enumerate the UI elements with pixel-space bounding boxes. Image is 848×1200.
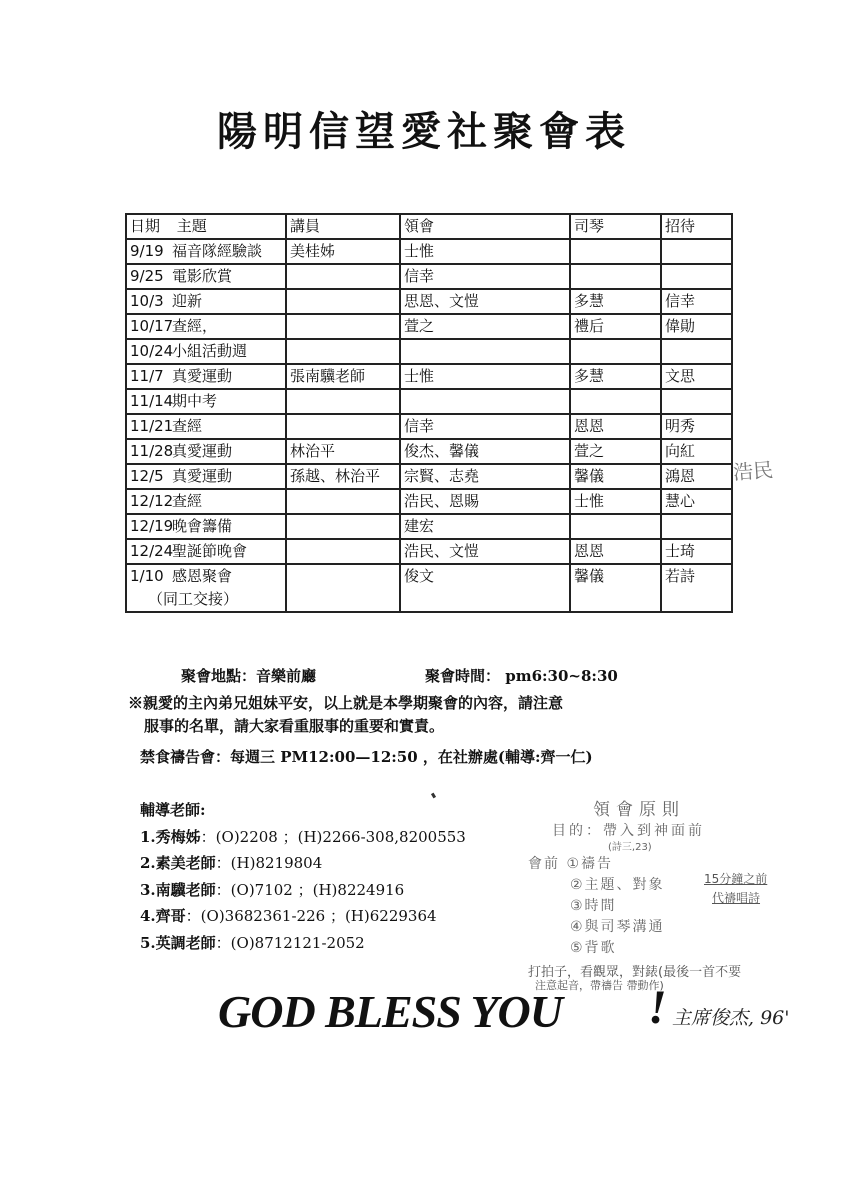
- table-header-row: [126, 214, 732, 239]
- host-cell: 信幸: [661, 289, 732, 314]
- table-row: [126, 314, 732, 339]
- chairman-signature: 主席俊杰, 96': [672, 1007, 790, 1029]
- table-row: [126, 389, 732, 414]
- speaker-cell: 美桂姊: [286, 239, 400, 264]
- host-cell: 向紅: [661, 439, 732, 464]
- date-topic-cell: [126, 314, 286, 339]
- date-topic-cell: [126, 389, 286, 414]
- table-row: [126, 464, 732, 489]
- date-topic-cell: [126, 414, 286, 439]
- pianist-cell: 士惟: [570, 489, 661, 514]
- date: 12/12: [130, 492, 174, 510]
- table-row: [126, 414, 732, 439]
- host-cell: 文思: [661, 364, 732, 389]
- topic: 真愛運動: [172, 467, 233, 485]
- speaker-cell: [286, 289, 400, 314]
- pianist-cell: 恩恩: [570, 414, 661, 439]
- leader-cell: [400, 389, 570, 414]
- host-cell: 慧心: [661, 489, 732, 514]
- speaker-cell: [286, 389, 400, 414]
- date: 11/14: [130, 392, 174, 410]
- notes-side-2: 代禱唱詩: [712, 891, 761, 905]
- pianist-cell: 多慧: [570, 289, 661, 314]
- notes-item: ②主題、對象: [570, 877, 665, 893]
- pianist-cell: 恩恩: [570, 539, 661, 564]
- prayer-meeting: 禁食禱告會：每週三 PM12:00—12:50 ，在社辦處(輔導:齊一仁): [140, 748, 593, 766]
- leader-cell: 士惟: [400, 364, 570, 389]
- notes-item: ④與司琴溝通: [570, 919, 665, 935]
- pianist-cell: [570, 339, 661, 364]
- advisor-item: 5.英調老師：(O)8712121-2052: [140, 933, 365, 952]
- date-topic-cell: [126, 289, 286, 314]
- pianist-cell: 馨儀: [570, 564, 661, 612]
- host-cell: [661, 389, 732, 414]
- date-topic-cell: [126, 264, 286, 289]
- host-cell: 士琦: [661, 539, 732, 564]
- host-cell: [661, 264, 732, 289]
- leader-cell: 信幸: [400, 264, 570, 289]
- table-row: [126, 489, 732, 514]
- notes-title: 領會原則: [593, 800, 685, 820]
- table-row: [126, 289, 732, 314]
- date: 11/7: [130, 367, 164, 385]
- notes-item: ③時間: [570, 898, 617, 914]
- schedule-table: [125, 213, 733, 613]
- topic-sub: （同工交接）: [148, 590, 239, 608]
- host-cell: [661, 514, 732, 539]
- speaker-cell: [286, 514, 400, 539]
- topic: 期中考: [172, 392, 218, 410]
- date-topic-cell: [126, 564, 286, 612]
- pianist-cell: [570, 264, 661, 289]
- host-cell: 若詩: [661, 564, 732, 612]
- leader-cell: 俊文: [400, 564, 570, 612]
- pianist-cell: 禮后: [570, 314, 661, 339]
- notes-item: ⑤背歌: [570, 940, 617, 956]
- date-topic-cell: [126, 539, 286, 564]
- leader-cell: 士惟: [400, 239, 570, 264]
- handwritten-leading-guidelines: [528, 800, 705, 959]
- date: 12/5: [130, 467, 164, 485]
- topic: 聖誕節晚會: [172, 542, 248, 560]
- table-row: [126, 339, 732, 364]
- date-topic-cell: [126, 239, 286, 264]
- topic: 查經，: [172, 317, 218, 335]
- date-topic-cell: [126, 514, 286, 539]
- leader-cell: 信幸: [400, 414, 570, 439]
- topic: 查經: [172, 492, 203, 510]
- table-row: [126, 364, 732, 389]
- notice-line-2: 服事的名單，請大家看重服事的重要和實責。: [144, 717, 445, 735]
- topic: 迎新: [172, 292, 203, 310]
- topic: 真愛運動: [172, 367, 233, 385]
- date-topic-cell: [126, 464, 286, 489]
- pianist-cell: 多慧: [570, 364, 661, 389]
- speaker-cell: 張南驥老師: [286, 364, 400, 389]
- pianist-cell: 萱之: [570, 439, 661, 464]
- speaker-cell: [286, 489, 400, 514]
- date-topic-cell: [126, 339, 286, 364]
- table-row: [126, 439, 732, 464]
- meeting-time: 聚會時間： pm6:30~8:30: [425, 667, 618, 685]
- host-cell: [661, 339, 732, 364]
- leader-cell: 俊杰、馨儀: [400, 439, 570, 464]
- leader-cell: 浩民、文愷: [400, 539, 570, 564]
- advisors-heading: 輔導老師:: [140, 801, 206, 819]
- meeting-location: 聚會地點：音樂前廳: [181, 667, 317, 685]
- page-title: 陽明信望愛社聚會表: [217, 108, 631, 155]
- topic: 福音隊經驗談: [172, 242, 263, 260]
- date: 10/3: [130, 292, 164, 310]
- topic: 電影欣賞: [172, 267, 233, 285]
- leader-cell: 浩民、恩賜: [400, 489, 570, 514]
- pianist-cell: [570, 389, 661, 414]
- margin-handwritten-note: 浩民: [732, 457, 774, 485]
- notes-purpose: 目的：帶入到神面前: [552, 823, 705, 839]
- topic: 真愛運動: [172, 442, 233, 460]
- leader-cell: 宗賢、志堯: [400, 464, 570, 489]
- table-row: [126, 514, 732, 539]
- pianist-cell: 馨儀: [570, 464, 661, 489]
- header-host: 招待: [661, 214, 732, 239]
- table-row: [126, 264, 732, 289]
- date: 12/24: [130, 542, 174, 560]
- date: 1/10: [130, 567, 164, 585]
- date: 12/19: [130, 517, 174, 535]
- speaker-cell: [286, 264, 400, 289]
- date-topic-cell: [126, 364, 286, 389]
- topic: 查經: [172, 417, 203, 435]
- date-topic-cell: [126, 439, 286, 464]
- speaker-cell: 孫越、林治平: [286, 464, 400, 489]
- notice-line-1: ※親愛的主內弟兄姐妹平安，以上就是本學期聚會的內容，請注意: [128, 694, 564, 712]
- speaker-cell: [286, 564, 400, 612]
- host-cell: 明秀: [661, 414, 732, 439]
- date: 9/25: [130, 267, 164, 285]
- pianist-cell: [570, 239, 661, 264]
- header-pianist: 司琴: [570, 214, 661, 239]
- topic: 感恩聚會: [172, 567, 233, 585]
- header-speaker: 講員: [286, 214, 400, 239]
- leader-cell: 萱之: [400, 314, 570, 339]
- host-cell: 鴻恩: [661, 464, 732, 489]
- date: 11/21: [130, 417, 174, 435]
- date: 10/17: [130, 317, 174, 335]
- topic: 小組活動週: [172, 342, 248, 360]
- leader-cell: 建宏: [400, 514, 570, 539]
- date-topic-cell: [126, 489, 286, 514]
- leader-cell: 思恩、文愷: [400, 289, 570, 314]
- header-leader: 領會: [400, 214, 570, 239]
- date: 10/24: [130, 342, 174, 360]
- notes-item: 會前 ①禱告: [528, 856, 614, 872]
- advisor-item: 1.秀梅姊：(O)2208 ；(H)2266-308,8200553: [140, 827, 466, 846]
- date: 9/19: [130, 242, 164, 260]
- advisor-item: 4.齊哥：(O)3682361-226 ；(H)6229364: [140, 907, 437, 925]
- topic: 晚會籌備: [172, 517, 233, 535]
- notes-bottom-2: 注意起音，帶禱告 帶動作): [535, 979, 664, 992]
- god-bless-you-banner: GOD BLESS YOU: [218, 986, 562, 1037]
- table-row: [126, 539, 732, 564]
- advisor-item: 3.南驥老師：(O)7102 ；(H)8224916: [140, 880, 405, 899]
- advisor-item: 2.素美老師：(H)8219804: [140, 854, 323, 872]
- speaker-cell: [286, 339, 400, 364]
- leader-cell: [400, 339, 570, 364]
- notes-side-1: 15分鐘之前: [704, 872, 768, 886]
- speaker-cell: [286, 414, 400, 439]
- advisor-contacts: [140, 797, 466, 956]
- notes-bottom-1: 打拍子，看觀眾，對錶(最後一首不要: [528, 965, 742, 980]
- header-date-topic: 日期 主題: [126, 214, 286, 239]
- host-cell: [661, 239, 732, 264]
- notes-reference: (詩三,23): [608, 842, 652, 853]
- pianist-cell: [570, 514, 661, 539]
- speaker-cell: [286, 314, 400, 339]
- speaker-cell: [286, 539, 400, 564]
- date: 11/28: [130, 442, 174, 460]
- table-row: [126, 564, 732, 612]
- table-row: [126, 239, 732, 264]
- speaker-cell: 林治平: [286, 439, 400, 464]
- exclamation-mark: !: [648, 981, 667, 1034]
- host-cell: 偉勛: [661, 314, 732, 339]
